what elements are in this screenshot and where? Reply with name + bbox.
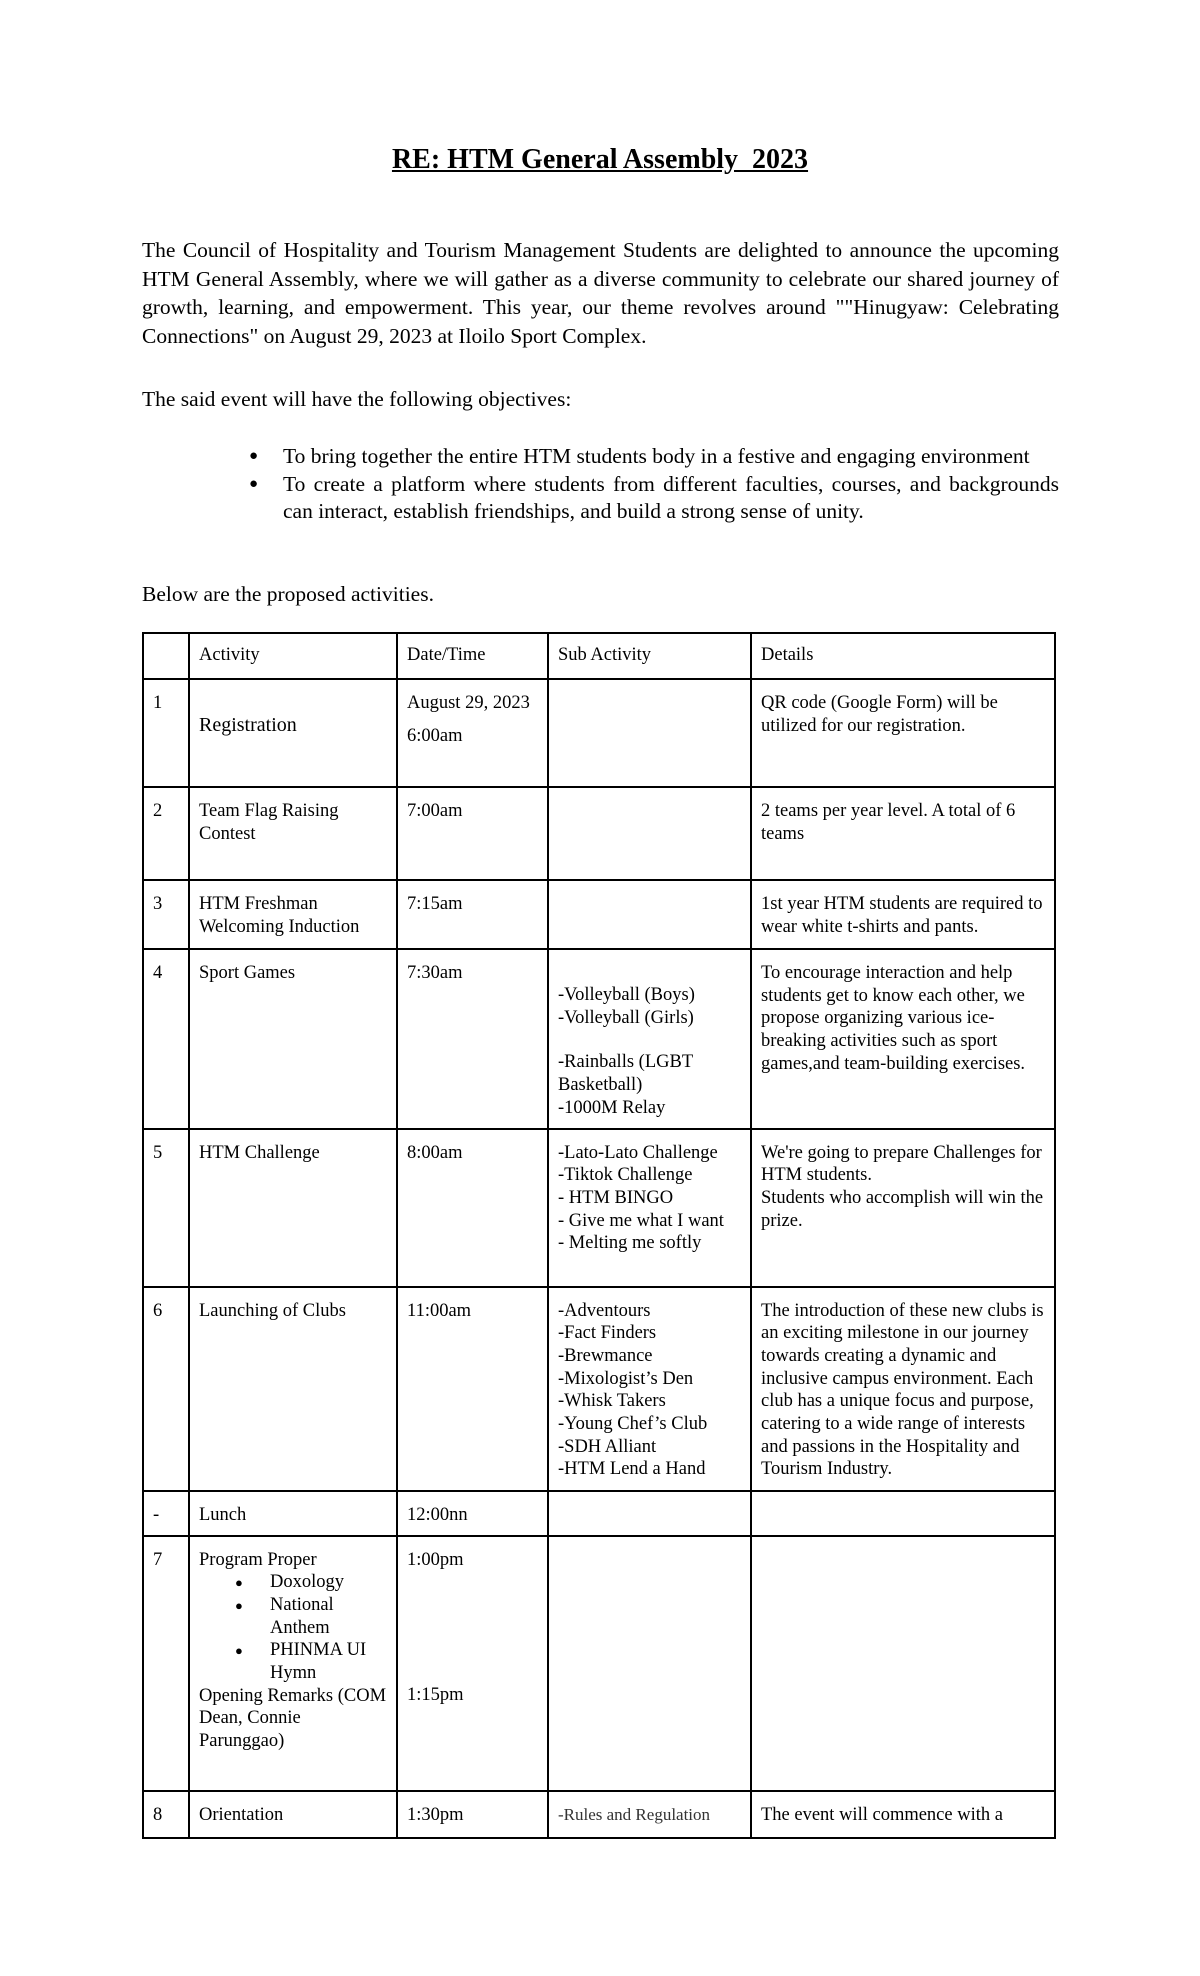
table-row — [143, 1491, 1055, 1536]
sub-activity-item: -Volleyball (Girls) — [558, 1007, 694, 1028]
row-number: 1 — [143, 679, 189, 787]
objective-item: ● To create a platform where students from different faculties, courses, and backgrounds can interact, establish friendships, and build a strong sense of unity. — [283, 471, 1059, 526]
row-number: 5 — [143, 1129, 189, 1287]
club-item: -HTM Lend a Hand — [558, 1459, 706, 1480]
club-item: -Whisk Takers — [558, 1391, 666, 1412]
club-item: -Fact Finders — [558, 1323, 657, 1344]
details-cell: 1st year HTM students are required to wear white t-shirts and pants. — [751, 880, 1055, 949]
datetime-cell — [397, 1536, 548, 1791]
details-cell — [751, 1129, 1055, 1287]
header-cell: Details — [751, 633, 1055, 679]
activity-cell: Team Flag Raising Contest — [189, 787, 397, 880]
details-cell: QR code (Google Form) will be utilized for our registration. — [751, 679, 1055, 787]
details-line: We're going to prepare Challenges for HTM students. — [761, 1142, 1042, 1186]
sub-activity-item: -Volleyball (Boys) — [558, 985, 695, 1005]
activity-cell: Lunch — [189, 1491, 397, 1536]
table-row — [143, 1287, 1055, 1491]
details-cell: To encourage interaction and help students get to know each other, we propose organizing various ice-breaking activities such as sport games,and team-building exercises. — [751, 949, 1055, 1129]
sub-activity-cell — [548, 1536, 751, 1791]
sub-activity-cell — [548, 1129, 751, 1287]
row-number: 7 — [143, 1536, 189, 1791]
table-row — [143, 1129, 1055, 1287]
club-item: -Mixologist’s Den — [558, 1368, 694, 1389]
sub-activity-item: - Melting me softly — [558, 1233, 702, 1254]
activities-table — [142, 632, 1056, 1839]
datetime-cell: 7:15am — [397, 880, 548, 949]
datetime-cell: 1:30pm — [397, 1791, 548, 1838]
details-line: Students who accomplish will win the prize. — [761, 1187, 1044, 1231]
activity-name: Program Proper — [199, 1549, 317, 1570]
row-number: 8 — [143, 1791, 189, 1838]
row-number: 2 — [143, 787, 189, 880]
date-text: August 29, 2023 — [407, 693, 530, 713]
row-number: - — [143, 1491, 189, 1536]
sub-activity-cell — [548, 1491, 751, 1536]
program-items — [199, 1571, 387, 1685]
activity-cell: HTM Challenge — [189, 1129, 397, 1287]
sub-activity-item: -Lato-Lato Challenge — [558, 1142, 718, 1163]
sub-activity-cell — [548, 880, 751, 949]
activity-cell: HTM Freshman Welcoming Induction — [189, 880, 397, 949]
details-cell: 2 teams per year level. A total of 6 teams — [751, 787, 1055, 880]
table-header-row — [143, 633, 1055, 679]
datetime-cell: 8:00am — [397, 1129, 548, 1287]
sub-activity-cell — [548, 679, 751, 787]
details-cell: The introduction of these new clubs is an exciting milestone in our journey towards creating a dynamic and inclusive campus environment. Each club has a unique focus and purpose, catering to a wide range of interests and passions in the Hospitality and Tourism Industry. — [751, 1287, 1055, 1491]
activity-cell — [189, 679, 397, 787]
details-cell — [751, 1491, 1055, 1536]
opening-remarks: Opening Remarks (COM Dean, Connie Parunggao) — [199, 1685, 387, 1752]
time-text: 1:15pm — [407, 1685, 464, 1706]
club-item: -Adventours — [558, 1300, 651, 1321]
table-row — [143, 787, 1055, 880]
club-item: -SDH Alliant — [558, 1436, 657, 1457]
objective-item: ● To bring together the entire HTM students body in a festive and engaging environment — [283, 443, 1059, 471]
sub-activity-item: -Rainballs (LGBT Basketball) — [558, 1052, 693, 1096]
sub-activity-cell — [548, 787, 751, 880]
row-number: 6 — [143, 1287, 189, 1491]
sub-activity-item: -1000M Relay — [558, 1097, 666, 1118]
header-cell: Activity — [189, 633, 397, 679]
club-item: -Young Chef’s Club — [558, 1414, 708, 1435]
time-text: 1:00pm — [407, 1549, 464, 1570]
header-cell: Date/Time — [397, 633, 548, 679]
datetime-cell — [397, 679, 548, 787]
program-item: ● PHINMA UI Hymn — [199, 1639, 387, 1684]
sub-activity-item: - HTM BINGO — [558, 1187, 674, 1208]
sub-activity-cell — [548, 1287, 751, 1491]
table-row — [143, 880, 1055, 949]
club-item: -Brewmance — [558, 1345, 653, 1366]
header-cell — [143, 633, 189, 679]
table-row — [143, 1536, 1055, 1791]
sub-activity-item: -Tiktok Challenge — [558, 1165, 693, 1186]
datetime-cell: 7:30am — [397, 949, 548, 1129]
activity-cell: Launching of Clubs — [189, 1287, 397, 1491]
table-row — [143, 949, 1055, 1129]
datetime-cell: 7:00am — [397, 787, 548, 880]
datetime-cell: 11:00am — [397, 1287, 548, 1491]
sub-activity-cell — [548, 949, 751, 1129]
datetime-cell: 12:00nn — [397, 1491, 548, 1536]
activity-cell: Orientation — [189, 1791, 397, 1838]
activity-name: Registration — [199, 714, 297, 736]
program-item: ● Doxology — [199, 1571, 387, 1594]
table-row — [143, 1791, 1055, 1838]
header-cell: Sub Activity — [548, 633, 751, 679]
row-number: 3 — [143, 880, 189, 949]
time-text: 6:00am — [407, 725, 463, 746]
activities-intro: Below are the proposed activities. — [142, 582, 434, 606]
objectives-list — [283, 443, 1059, 526]
details-cell: The event will commence with a — [751, 1791, 1055, 1838]
intro-paragraph: The Council of Hospitality and Tourism Management Students are delighted to announce the upcoming HTM General Assembly, where we will gather as a diverse community to celebrate our shared journey of growth, learning, and empowerment. This year, our theme revolves around ""Hinugyaw: Celebrating Connections" on August 29, 2023 at Iloilo Sport Complex. — [142, 238, 1059, 348]
details-cell — [751, 1536, 1055, 1791]
sub-activity-item: - Give me what I want — [558, 1210, 724, 1231]
page-title: RE: HTM General Assembly 2023 — [391, 144, 809, 175]
activity-cell: Sport Games — [189, 949, 397, 1129]
activity-cell — [189, 1536, 397, 1791]
sub-activity-cell: -Rules and Regulation — [548, 1791, 751, 1838]
program-item: ● National Anthem — [199, 1594, 387, 1639]
row-number: 4 — [143, 949, 189, 1129]
objectives-intro: The said event will have the following objectives: — [142, 387, 572, 411]
table-row — [143, 679, 1055, 787]
